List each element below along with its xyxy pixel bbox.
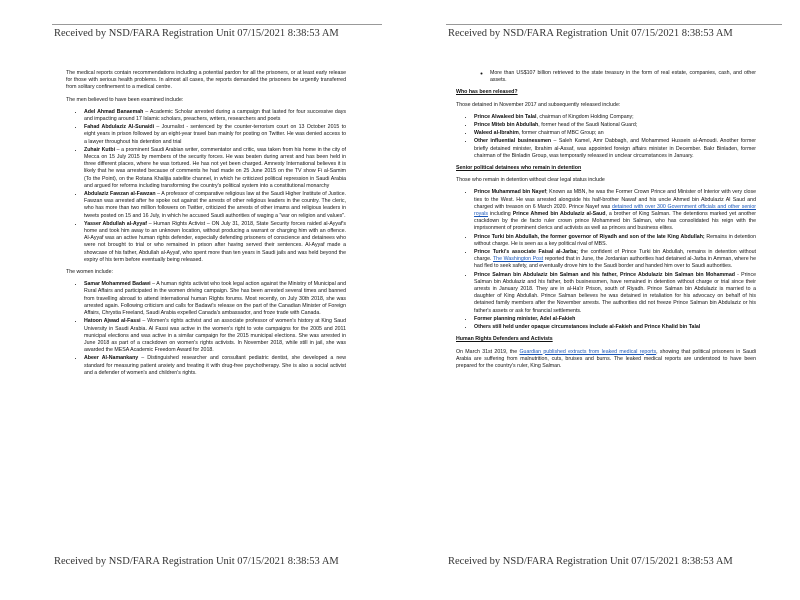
list-item (84, 109, 346, 123)
person-name: Other influential businessmen (474, 138, 552, 145)
men-list (66, 109, 346, 264)
person-name: Former planning minister, Adel al-Fakieh (474, 315, 576, 322)
women-list (66, 281, 346, 377)
list-item (84, 147, 346, 190)
person-name: Prince Miteb bin Abdullah (474, 122, 539, 129)
list-item (474, 189, 756, 232)
person-description: – Academic Scholar arrested during a campaign that lasted for four successive days and impacting around 17 Islamic scholars, preachers, writers, researchers and poets (84, 108, 346, 123)
person-description: – Human Rights Activist – ON July 31, 2018, State Security forces raided al-Ayyaf's home and took him away to an unknown location, without producing a warrant or charging him with an offence. Al-Ayyaf was an active human rights defender, especially defending prisoners of conscience and detainees who were not brought to trial or who remained in prison after having served their sentences. Al-Ayyaf made a showcase of his father, Abdullah al-Ayyaf, who spent more than ten years in Saudi jails and was held beyond the expiry of his term before eventually being released. (84, 220, 346, 263)
washington-post-link[interactable]: The Washington Post (492, 256, 544, 263)
person-name: Abdulaziz Fawzan al-Fawzan (84, 191, 156, 198)
person-description: , a brother of King Salman. The detentions marked yet another crackdown by the de facto ruler crown prince Mohammed bin Salman, who has consolidated his reign with the imprisonment of prominent clerics and activists as well as princes and business elites. (474, 211, 757, 232)
person-description: the confident of Prince Turki bin Abdullah, remains in detention without charge. (474, 249, 757, 263)
list-item (84, 191, 346, 220)
person-name: Prince Turki bin Abdullah, the former governor of Riyadh and son of the late King Abdullah; (474, 233, 705, 240)
person-description: – Journalist - sentenced by the counter-terrorism court on 13 October 2015 to eight years in prison followed by an eight-year travel ban mainly for posting on Twitter. He was denied access to a lawyer throughout his detention and trial (84, 124, 346, 145)
person-description: – A human rights activist who took legal action against the Ministry of Municipal and Rural Affairs and participated in the women driving campaign. She has been arrested several times and banned from travelling abroad to attend international human Rights forums. Most recently, on July 30th 2018, she was arrested again. Following criticism and calls for Badawi's release on the part of the Canadian Minister of Foreign Affairs, Chrystia Freeland, Saudi Arabia expelled Canada's ambassador, and froze trade with Canada. (84, 281, 346, 317)
list-item (474, 130, 756, 137)
person-name: Prince Turki's associate Faisal al-Jarba; (474, 249, 578, 256)
registration-stamp-bottom: Received by NSD/FARA Registration Unit 07/15/2021 8:38:53 AM (448, 556, 733, 567)
released-list (456, 114, 756, 160)
person-description: – a prominent Saudi Arabian writer, commentator and critic, was taken from his home in the city of Mecca on 15 July 2015 by members of the security forces. He was beaten during arrest and has been held in three different places, where he was tortured. He has not yet been charged. Amnesty International believes it is likely that he was arrested because of comments he had made on 25 June 2015 on the TV show Fi al-Samim (To the Point), on the Rotana Khalijia satellite channel, in which he criticized political repression in Saudi Arabia and argued for reforms including transforming the country's political system into a constitutional monarchy (84, 146, 346, 189)
person-description: – Distinguished researcher and consultant pediatric dentist, she developed a new standard for measuring patient anxiety and treating it with drug-free psychotherapy. She is also a social activist and a defender of women's and children's rights. (84, 355, 346, 376)
hrd-paragraph (456, 349, 756, 371)
person-description: – Women's rights activist and an associate professor of women's history at King Saud University in Saudi Arabia. Al Fassi was active in the women's right to vote campaigns for the 2005 and 2011 municipal elections and was active in a similar campaign for the 2015 municipal elections. She was arrested in June 2018 as part of a crackdown on women's rights activists. In November 2018, while still in jail, she was awarded the MESA Academic Freedom Award for 2018. (84, 318, 346, 354)
women-heading: The women include: (66, 269, 113, 276)
list-item (84, 124, 346, 146)
list-item (84, 318, 346, 354)
list-item (84, 355, 346, 377)
person-description: , former chairman of MBC Group; an (518, 130, 604, 137)
hrd-heading: Human Rights Defenders and Activists (456, 336, 553, 343)
paragraph-text: , showing that political prisoners in Saudi Arabia are suffering from malnutrition, cuts, bruises and burns. The leaked medical reports are understood to have been prepared for the country's ruler, King Salman. (456, 348, 756, 369)
person-description: , former head of the Saudi National Guard; (538, 122, 638, 129)
person-name: Prince Alwaleed bin Talal (474, 113, 537, 120)
person-name: Fahad Abdulaziz Al-Sunaidi (84, 124, 155, 131)
list-item (474, 114, 756, 121)
page-content (456, 70, 756, 375)
person-description: , chairman of Kingdom Holding Company; (536, 113, 634, 120)
person-name: Zuhair Kutbi (84, 146, 116, 153)
registration-stamp-bottom: Received by NSD/FARA Registration Unit 07/15/2021 8:38:53 AM (54, 556, 339, 567)
person-name: Abeer Al-Namankany (84, 355, 139, 362)
person-description: - Prince Salman bin Abdulaziz and his father, both businessmen, have remained in detention without charge or trial since their arrests in January 2018. They are in al-Ha'ir Prison, south of Riyadh. Prince Salman bin Abdulaziz is married to a daughter of King Abdullah. Prince Salman believes he was detained in retaliation for his advocacy on behalf of his detained family members after the November arrests. The authorities did not freeze Prince Salman bin Abdulaziz or his father's assets or ask for financial settlements. (474, 271, 756, 314)
list-item (84, 281, 346, 317)
registration-stamp-top: Received by NSD/FARA Registration Unit 07/15/2021 8:38:53 AM (448, 28, 733, 39)
list-item (474, 122, 756, 129)
person-description: ; Known as MBN, he was the Former Crown Prince and Minister of Interior with very close ties to the West. He was arrested alongside his half-brother Nawaf and his uncle Ahmed bin Abdulaziz Al Saud and charged with treason on 6 March 2020. Prince Nayef was (474, 189, 756, 210)
intro-paragraph: The medical reports contain recommendations including a potential pardon for all the prisoners, or at least early release for those with serious health problems. In almost all cases, the reports demanded the prisoners be urgently transferred from solitary confinement to a medical centre. (66, 70, 346, 91)
person-description: including (488, 211, 513, 218)
list-item (474, 234, 756, 248)
list-item (474, 324, 756, 331)
person-name: Hatoon Ajwad al-Fassi (84, 318, 141, 325)
person-name: Samar Mohammed Badawi (84, 281, 151, 288)
list-item (474, 316, 756, 323)
detentions-link[interactable]: detained with over 300 Government officials and other senior royals (474, 203, 756, 218)
person-name: Others still held under opaque circumstances include al-Fakieh and Prince Khalid bin Talal (474, 324, 701, 331)
list-item (474, 138, 756, 160)
page-content (66, 70, 346, 382)
registration-stamp-top: Received by NSD/FARA Registration Unit 07/15/2021 8:38:53 AM (54, 28, 339, 39)
person-description: – A professor of comparative religious law at the Saudi Higher Institute of Justice. Fawzan was arrested after he spoke out against the arrests of other religious leaders in the country. The cleric, who has more than two million followers on Twitter, criticized the arrests of other imams and religious leaders in tweets posted on 15 and 16 July, in which he accused Saudi authorities of waging a "war on religion and values". (84, 191, 346, 219)
paragraph-text: On March 31st 2019, the (456, 348, 520, 355)
document-page-right (400, 0, 800, 600)
list-item (84, 221, 346, 264)
men-heading: The men believed to have been examined include: (66, 96, 184, 103)
person-name: Prince Ahmed bin Abdulaziz al-Saud (512, 211, 606, 218)
header-rule (52, 24, 382, 25)
person-name: Prince Muhammad bin Nayef (474, 189, 547, 196)
person-name: Prince Salman bin Abdulaziz bin Salman and his father, Prince Abdulaziz bin Salman bin Mohammad (474, 271, 735, 278)
person-description: Remains in detention without charge. He is seen as a key political rival of MBS. (474, 233, 757, 247)
guardian-link[interactable]: Guardian published extracts from leaked medical reports (519, 348, 657, 355)
header-rule (446, 24, 782, 25)
released-intro: Those detained in November 2017 and subsequently released include: (456, 101, 621, 108)
list-item (474, 272, 756, 315)
released-heading: Who has been released? (456, 89, 518, 96)
sub-list (472, 70, 756, 84)
person-description: – Saleh Kamel, Amr Dabbagh, and Mohammed Hussein al-Amoudi. Another former briefly detained minister, Ibrahim al-Assaf, was appointed foreign affairs minister in December. Bakr Binladen, former chairman of the Binladin Group, was temporarily released in unclear circumstances in January. (474, 138, 756, 159)
person-description: reported that in June, the Jordanian authorities had detained al-Jarba in Amman, where he had fled to seek safety, and eventually drove him to the Saudi border and handed him over to Saudi authorities. (474, 256, 757, 270)
senior-list (456, 189, 756, 331)
person-name: Waleed al-Ibrahim (474, 130, 519, 137)
senior-intro: Those who remain in detention without clear legal status include (456, 177, 605, 184)
list-item: ◦ More than US$107 billion retrieved to the state treasury in the form of real estate, companies, cash, and other assets. (490, 70, 756, 84)
senior-heading: Senior political detainees who remain in detention (456, 165, 582, 172)
person-name: Adel Ahmad Banaemah (84, 108, 144, 115)
person-name: Yasser Abdullah al-Ayyaf (84, 220, 147, 227)
list-item (474, 249, 756, 271)
